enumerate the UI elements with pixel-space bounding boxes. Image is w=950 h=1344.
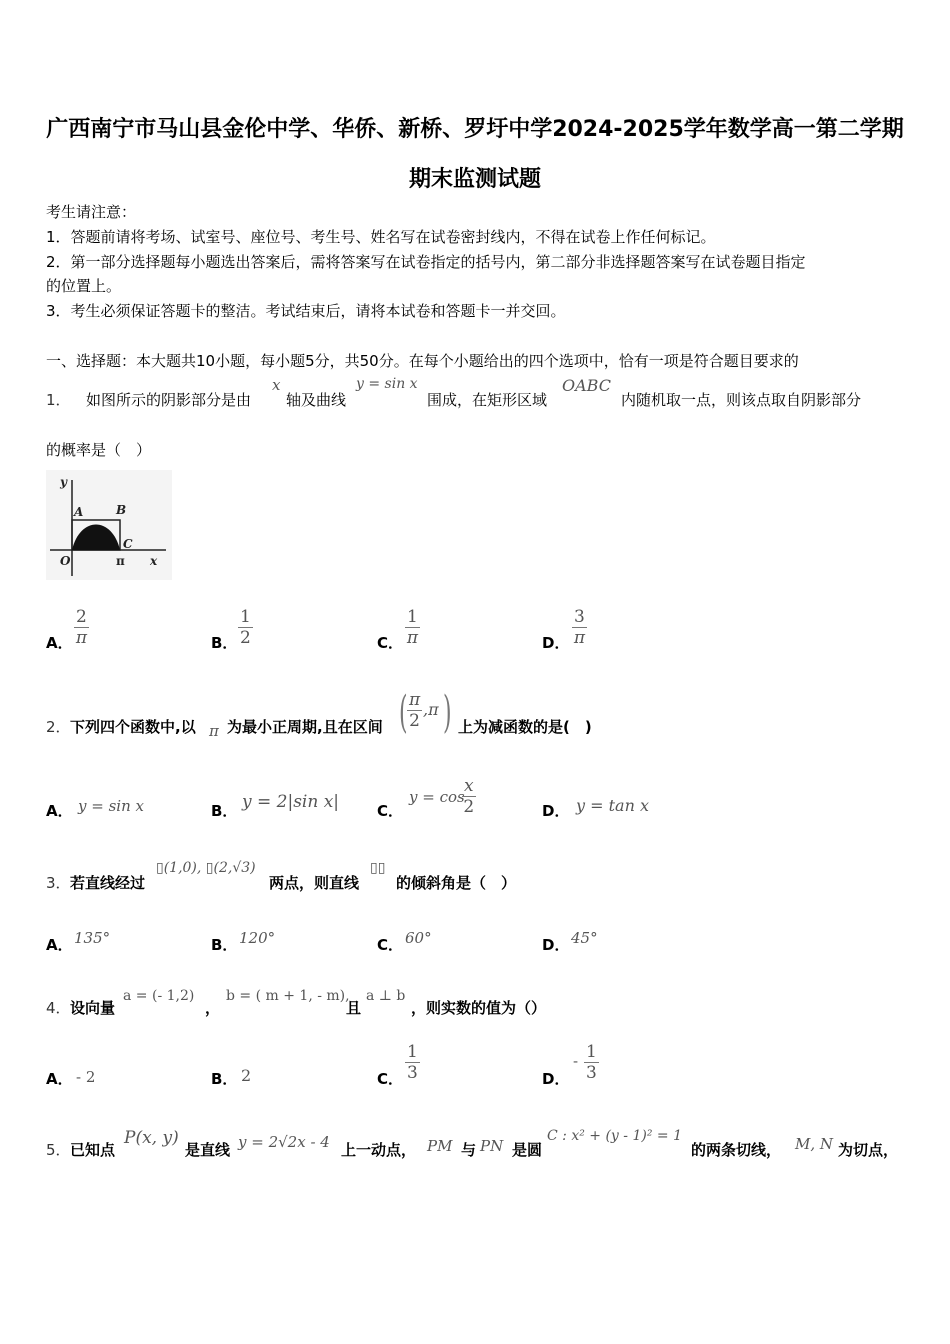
q4-option-b-value[interactable]: 2 [241,1066,252,1085]
q2-text-2: 为最小正周期,且在区间 [227,718,383,736]
q2-interval-frac [407,690,422,731]
q1-option-b-den: 2 [240,628,251,648]
q2-text-1: 下列四个函数中,以 [70,718,196,736]
q4-math-a: a = (- 1,2) [123,988,195,1004]
q1-option-c-den: π [406,628,418,648]
fig-label-c: C [123,537,133,551]
fig-label-y: y [60,475,67,489]
q2-interval-den: 2 [409,711,420,731]
q2-option-c-frac[interactable] [462,776,476,817]
q2-number: 2． [46,718,71,736]
q4-option-c-value[interactable] [405,1042,420,1083]
q1-option-c-value[interactable] [405,607,420,648]
q2-paren-left: ( [399,687,408,738]
q1-text-5: 的概率是（ ） [46,441,152,459]
q3-option-c-value[interactable]: 60° [405,929,432,947]
q4-math-perp: a ⊥ b [366,988,406,1004]
fig-label-o: O [60,554,71,568]
q2-interval-right: ,π [423,700,439,719]
q1-option-d-den: π [573,628,585,648]
q4-option-d-value[interactable] [584,1042,599,1083]
notice-heading: 考生请注意： [46,203,137,221]
q5-text-3: 上一动点， [341,1141,417,1159]
q4-number: 4． [46,999,71,1017]
q1-math-curve: y = sin x [356,376,418,392]
q4-option-d-num: 1 [586,1042,597,1062]
q4-option-a-value[interactable]: - 2 [76,1068,96,1086]
q4-option-c-num: 1 [407,1042,418,1062]
q1-option-a-den: π [75,628,87,648]
q1-option-a-label[interactable]: A． [46,634,73,652]
q3-text-1: 若直线经过 [70,874,146,892]
q3-option-b-value[interactable]: 120° [239,929,276,947]
q5-math-circle: C : x² + (y - 1)² = 1 [547,1128,682,1144]
q1-option-a-num: 2 [76,607,87,627]
q4-option-d-sign[interactable]: - [573,1052,579,1070]
q2-option-d-value[interactable]: y = tan x [576,796,649,815]
q5-text-5: 是圆 [512,1141,543,1159]
q4-option-d-den: 3 [586,1063,597,1083]
q2-paren-right: ) [443,687,452,738]
q1-option-c-num: 1 [407,607,418,627]
notice-item-2b: 的位置上。 [46,277,122,295]
q5-text-1: 已知点 [70,1141,116,1159]
q4-option-a-label[interactable]: A． [46,1070,73,1088]
q3-math-line: ▯▯ [370,860,386,876]
page-title-line1: 广西南宁市马山县金伦中学、华侨、新桥、罗圩中学2024-2025学年数学高一第二学期 [46,117,904,142]
q1-number: 1． [46,391,71,409]
q1-text-3: 围成，在矩形区域 [427,391,548,409]
fig-label-x: x [150,554,158,568]
q1-figure [46,470,172,580]
q3-text-3: 的倾斜角是（ ） [396,874,517,892]
q3-option-d-value[interactable]: 45° [571,929,598,947]
q2-option-a-value[interactable]: y = sin x [78,797,144,815]
q3-option-c-label[interactable]: C． [377,936,404,954]
fig-label-a: A [74,505,84,519]
q4-text-3: ，则实数的值为（） [411,999,547,1017]
q3-math-points: ▯(1,0), ▯(2,√3) [156,860,256,876]
q5-text-2: 是直线 [185,1141,231,1159]
q4-option-c-den: 3 [407,1063,418,1083]
q3-number: 3． [46,874,71,892]
q3-text-2: 两点，则直线 [269,874,360,892]
q1-option-d-value[interactable] [572,607,587,648]
q1-text-2: 轴及曲线 [286,391,347,409]
q5-text-6: 的两条切线， [691,1141,782,1159]
q2-option-c-label[interactable]: C． [377,802,404,820]
q1-option-b-value[interactable] [238,607,253,648]
q3-option-b-label[interactable]: B． [211,936,238,954]
q1-option-d-num: 3 [574,607,585,627]
q1-option-a-value[interactable] [74,607,89,648]
q3-option-a-label[interactable]: A． [46,936,73,954]
page-title-line2: 期末监测试题 [408,167,541,192]
q1-option-d-label[interactable]: D． [542,634,570,652]
q4-option-d-label[interactable]: D． [542,1070,570,1088]
q2-interval-num: π [409,690,421,710]
q1-math-region: OABC [562,376,611,395]
q2-text-3: 上为减函数的是( ) [458,718,592,736]
q2-option-c-num: x [464,776,474,796]
q5-math-pm: PM [427,1137,453,1155]
q2-option-a-label[interactable]: A． [46,802,73,820]
q1-option-b-num: 1 [240,607,251,627]
section-heading: 一、选择题：本大题共10小题，每小题5分，共50分。在每个小题给出的四个选项中，恰有一项是符合题目要求的 [46,352,799,370]
q2-option-b-label[interactable]: B． [211,802,238,820]
q2-option-b-value[interactable]: y = 2|sin x| [242,792,340,812]
q3-option-d-label[interactable]: D． [542,936,570,954]
q5-math-point: P(x, y) [124,1128,179,1148]
q4-option-c-label[interactable]: C． [377,1070,404,1088]
q1-math-x: x [272,376,281,394]
q1-option-b-label[interactable]: B． [211,634,238,652]
q5-math-mn: M, N [795,1135,834,1153]
q1-text-4: 内随机取一点，则该点取自阴影部分 [621,391,862,409]
fig-label-b: B [116,503,127,517]
q2-option-c-den: 2 [463,797,475,817]
q5-text-7: 为切点， [838,1141,899,1159]
q2-math-pi: π [209,722,219,740]
q4-math-b: b = ( m + 1, - m), [226,988,350,1004]
q4-text-1: 设向量 [70,999,116,1017]
q4-text-2: 且 [346,999,362,1017]
q5-math-line: y = 2√2x - 4 [238,1133,330,1151]
q4-sep: ， [205,999,221,1017]
notice-item-2a: 2．第一部分选择题每小题选出答案后，需将答案写在试卷指定的括号内，第二部分非选择题答案写在试卷题目指定 [46,253,806,271]
q2-interval [399,687,455,740]
q3-option-a-value[interactable]: 135° [74,929,111,947]
q1-text-1: 如图所示的阴影部分是由 [86,391,252,409]
q4-option-b-label[interactable]: B． [211,1070,238,1088]
q5-text-4: 与 [461,1141,477,1159]
q2-option-c-pre[interactable]: y = cos [409,788,465,806]
q5-math-pn: PN [480,1137,504,1155]
q2-option-d-label[interactable]: D． [542,802,570,820]
notice-item-1: 1．答题前请将考场、试室号、座位号、考生号、姓名写在试卷密封线内，不得在试卷上作任何标记。 [46,228,716,246]
notice-item-3: 3．考生必须保证答题卡的整洁。考试结束后，请将本试卷和答题卡一并交回。 [46,302,566,320]
q1-option-c-label[interactable]: C． [377,634,404,652]
q5-number: 5． [46,1141,71,1159]
fig-label-pi: π [116,554,125,568]
